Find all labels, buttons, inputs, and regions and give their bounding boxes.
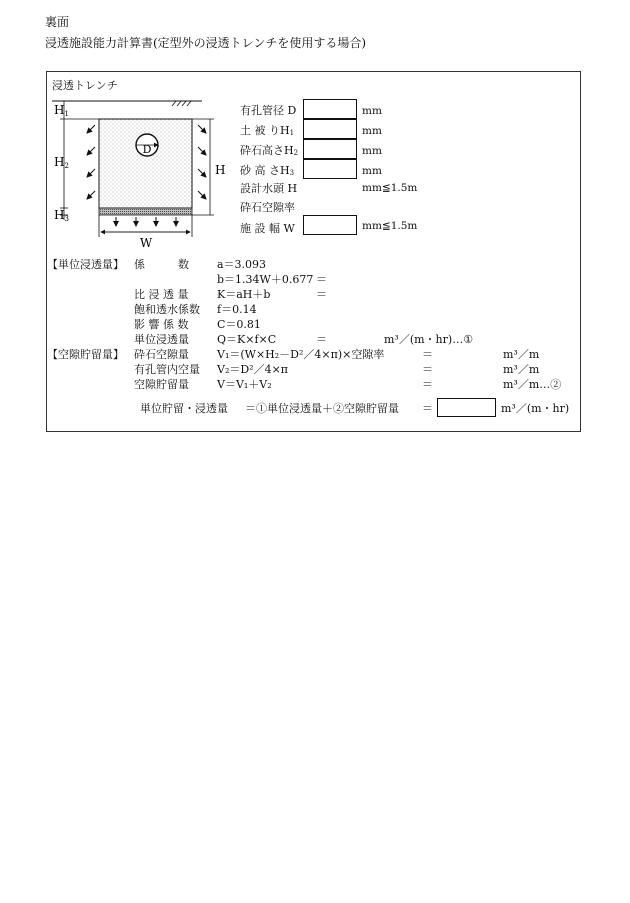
b-equals: ＝ (316, 273, 327, 286)
bottom-flow-arrows (116, 217, 176, 226)
gravel-height-input[interactable] (303, 139, 357, 159)
pipe-label: D (142, 143, 152, 156)
sand-height-unit: mm (362, 165, 382, 177)
total-unit: m³／(m・hr) (501, 402, 570, 415)
a-value: a＝3.093 (217, 258, 267, 271)
pipe-diameter-label: 有孔管径 D (240, 104, 297, 117)
unit-infiltration-equals: ＝ (316, 333, 327, 346)
total-input[interactable] (437, 398, 496, 417)
h3-label: H3 (54, 208, 69, 223)
void-storage-formula: V＝V₁＋V₂ (217, 378, 272, 391)
w-label: W (139, 236, 153, 250)
sand-layer (99, 208, 192, 215)
void-storage-label: 空隙貯留量 (134, 378, 189, 391)
gravel-void-unit: m³／m (503, 348, 540, 361)
page-subtitle: 浸透施設能力計算書(定型外の浸透トレンチを使用する場合) (45, 36, 367, 50)
cover-depth-label: 土 被 り$H_1$ (240, 124, 295, 137)
unit-infiltration-label: 単位浸透量 (134, 333, 189, 346)
void-ratio-label: 砕石空隙率 (240, 201, 295, 214)
gravel-height-label: 砕石高さ$H_2$ (240, 144, 299, 157)
left-flow-arrows (87, 125, 95, 199)
sand-height-label: 砂 高 さ$H_3$ (240, 164, 295, 177)
gravel-body (99, 119, 192, 208)
unit-infiltration-unit: m³／(m・hr)…① (384, 333, 474, 346)
influence-coef-label: 影 響 係 数 (134, 318, 189, 331)
right-flow-arrows (198, 125, 206, 199)
h1-label: H1 (54, 103, 69, 118)
void-storage-unit: m³／m…② (503, 378, 562, 391)
design-head-label: 設計水頭 H (240, 182, 298, 195)
section-title: 浸透トレンチ (52, 79, 118, 92)
coefficient-label: 係 数 (134, 258, 189, 271)
specific-infiltration-formula: K＝aH＋b (217, 288, 271, 301)
width-input[interactable] (303, 215, 357, 235)
void-storage-section-label: 【空隙貯留量】 (47, 348, 124, 361)
specific-infiltration-label: 比 浸 透 量 (134, 288, 189, 301)
pipe-void-equals: ＝ (422, 363, 433, 376)
design-head-unit: mm≦1.5m (362, 182, 418, 194)
ground-hatch (172, 101, 191, 106)
page-title: 裏面 (45, 15, 70, 29)
trench-diagram (52, 95, 232, 250)
cover-depth-unit: mm (362, 125, 382, 137)
sand-height-input[interactable] (303, 159, 357, 179)
pipe-void-unit: m³／m (503, 363, 540, 376)
specific-infiltration-equals: ＝ (316, 288, 327, 301)
influence-coef-value: C＝0.81 (217, 318, 261, 331)
gravel-void-formula: V₁＝(W×H₂－D²／4×π)×空隙率 (217, 348, 385, 361)
pipe-diameter-input[interactable] (303, 99, 357, 119)
unit-infiltration-formula: Q＝K×f×C (217, 333, 277, 346)
total-formula: ＝①単位浸透量＋②空隙貯留量 (245, 402, 399, 415)
void-storage-equals: ＝ (422, 378, 433, 391)
width-label: 施 設 幅 W (240, 222, 295, 235)
width-unit: mm≦1.5m (362, 220, 418, 232)
b-value: b＝1.34W＋0.677 (217, 273, 314, 286)
h2-label: H2 (54, 155, 69, 170)
total-label: 単位貯留・浸透量 (140, 402, 228, 415)
pipe-void-formula: V₂＝D²／4×π (217, 363, 289, 376)
total-equals: ＝ (422, 402, 433, 415)
gravel-height-unit: mm (362, 145, 382, 157)
cover-depth-input[interactable] (303, 119, 357, 139)
hydraulic-conductivity-value: f＝0.14 (217, 303, 257, 316)
gravel-void-equals: ＝ (422, 348, 433, 361)
hydraulic-conductivity-label: 飽和透水係数 (134, 303, 200, 316)
unit-infiltration-section-label: 【単位浸透量】 (47, 258, 124, 271)
pipe-diameter-unit: mm (362, 105, 382, 117)
h-label: H (215, 163, 226, 177)
pipe-void-label: 有孔管内空量 (134, 363, 200, 376)
gravel-void-label: 砕石空隙量 (134, 348, 189, 361)
